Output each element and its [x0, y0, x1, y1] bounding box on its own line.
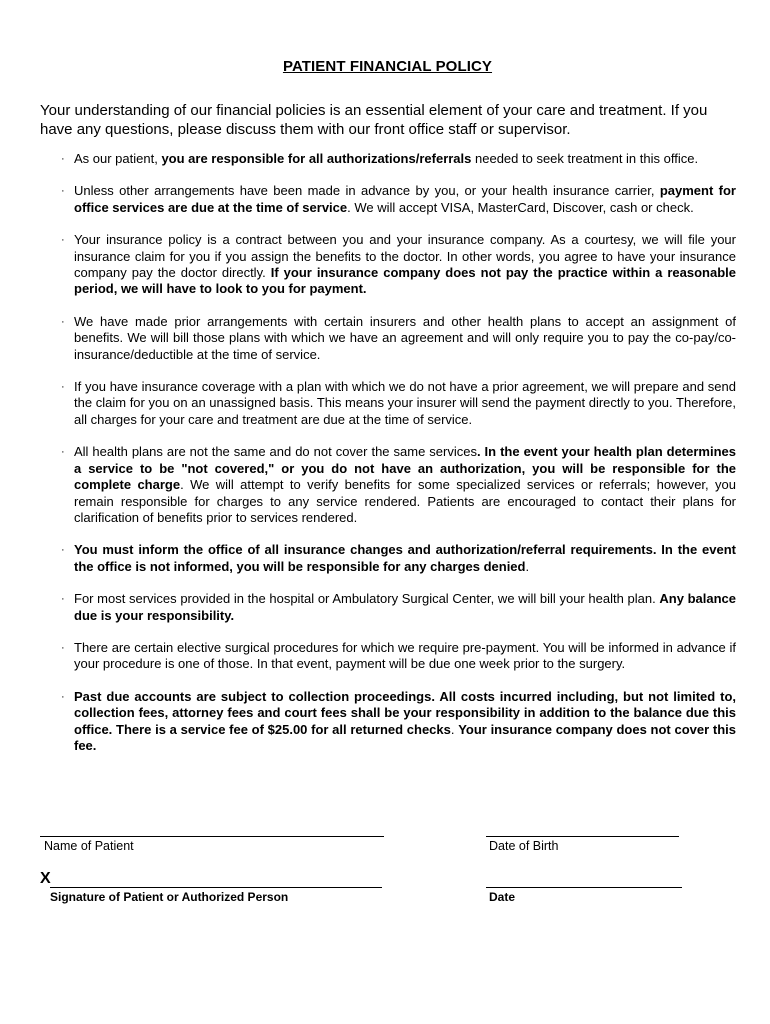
bullet-icon: ·	[61, 315, 65, 328]
policy-item	[60, 379, 736, 428]
date-of-birth-label: Date of Birth	[489, 839, 559, 853]
policy-text: Your insurance policy is a contract between you and your insurance company. As a courtesy, we will file your insurance claim for you if you assign the benefits to the doctor. In other words, you agree to have your insurance company pay the doctor directly.	[74, 232, 736, 281]
policy-text: . We will attempt to verify benefits for some specialized services or referrals; however, you remain responsible for charges to any service rendered. Patients are encouraged to contact their plans for clarification of benefits prior to services rendered.	[74, 477, 736, 525]
policy-item	[60, 640, 736, 673]
policy-text-bold: Your insurance company does not cover this fee.	[74, 721, 736, 753]
policy-item	[60, 591, 736, 624]
intro-paragraph: Your understanding of our financial policies is an essential element of your care and treatment. If you have any questions, please discuss them with our front office staff or supervisor.	[40, 102, 708, 138]
policy-item	[60, 183, 736, 216]
policy-text: needed to seek treatment in this office.	[471, 151, 699, 166]
policy-text-bold: You must inform the office of all insurance changes and authorization/referral requirements. In the event the office is not informed, you will be responsible for any charges denied	[74, 542, 736, 574]
bullet-icon: ·	[61, 153, 65, 165]
policy-item	[60, 232, 736, 298]
bullet-icon: ·	[61, 185, 65, 198]
policy-text-bold: Any balance due is your responsibility.	[74, 591, 736, 623]
policy-text-bold: . In the event your health plan determines a service to be "not covered," or you do not have an authorization, you will be responsible for the complete charge	[74, 444, 736, 493]
policy-text: Unless other arrangements have been made in advance by you, or your health insurance carrier,	[74, 183, 660, 199]
policy-text-bold: If your insurance company does not pay the practice within a reasonable period, we will have to look to you for payment.	[74, 265, 737, 297]
policy-text: For most services provided in the hospital or Ambulatory Surgical Center, we will bill your health plan.	[74, 591, 660, 607]
patient-name-line[interactable]	[40, 836, 384, 837]
policy-text: As our patient,	[74, 151, 162, 166]
date-label: Date	[489, 890, 516, 904]
bullet-icon: ·	[61, 234, 65, 247]
bullet-icon: ·	[61, 641, 65, 654]
policy-list	[60, 151, 736, 770]
policy-item	[60, 314, 736, 363]
policy-item	[60, 542, 736, 575]
bullet-icon: ·	[61, 381, 65, 394]
patient-name-label: Name of Patient	[44, 839, 134, 853]
date-line[interactable]	[486, 887, 682, 888]
policy-text: All health plans are not the same and do not cover the same services	[74, 444, 477, 460]
signature-x-mark: X	[40, 870, 51, 887]
bullet-icon: ·	[61, 593, 65, 606]
policy-text-bold: you are responsible for all authorizations/referrals	[161, 151, 472, 166]
policy-text: . We will accept VISA, MasterCard, Discover, cash or check.	[347, 199, 694, 215]
policy-item	[60, 689, 736, 755]
policy-text: If you have insurance coverage with a plan with which we do not have a prior agreement, we will prepare and send the claim for you on an unassigned basis. This means your insurer will send the payment directly to you. Therefore, all charges for your care and treatment are due at the time of service.	[74, 379, 736, 427]
policy-text: We have made prior arrangements with certain insurers and other health plans to accept an assignment of benefits. We will bill those plans with which we have an agreement and will only require you to pay the co-pay/co-insurance/deductible at the time of service.	[74, 313, 736, 362]
policy-item	[60, 151, 736, 167]
bullet-icon: ·	[61, 446, 65, 459]
policy-text-bold: Past due accounts are subject to collection proceedings. All costs incurred including, but not limited to, collection fees, attorney fees and court fees shall be your responsibility in addition to the balance due this office. There is a service fee of $25.00 for all returned checks	[74, 688, 736, 737]
signature-line[interactable]	[50, 887, 382, 888]
policy-item	[60, 444, 736, 526]
policy-text: There are certain elective surgical procedures for which we require pre-payment. You will be informed in advance if your procedure is one of those. In that event, payment will be due one week prior to the surgery.	[74, 639, 736, 672]
date-of-birth-line[interactable]	[486, 836, 679, 837]
policy-text-bold: payment for office services are due at the time of service	[74, 183, 736, 215]
policy-text: .	[450, 721, 459, 737]
signature-label: Signature of Patient or Authorized Person	[50, 890, 289, 904]
policy-text: .	[525, 558, 530, 574]
bullet-icon: ·	[61, 690, 65, 703]
page-title: PATIENT FINANCIAL POLICY	[282, 58, 493, 75]
bullet-icon: ·	[61, 544, 65, 557]
